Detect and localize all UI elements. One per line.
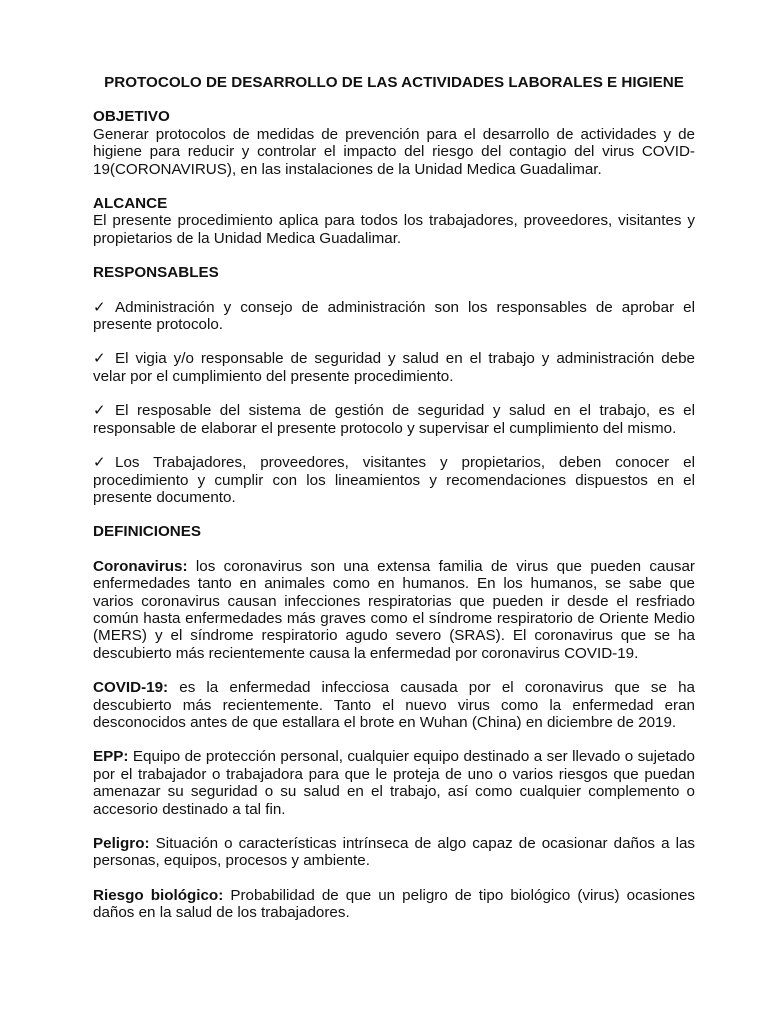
definition-term: Coronavirus: (93, 557, 188, 575)
definition-text: Situación o características intrínseca de algo capaz de ocasionar daños a las personas, equipos, procesos y ambiente. (93, 835, 695, 870)
definition-text: los coronavirus son una extensa familia de virus que pueden causar enfermedades tanto en animales como en humanos. En los humanos, se sabe que varios coronavirus causan infecciones respiratorias que pueden ir desde el resfriado común hasta enfermedades más graves como el síndrome respiratorio de Oriente Medio (MERS) y el síndrome respiratorio agudo severo (SRAS). El coronavirus que se ha descubierto más recientemente causa la enfermedad por coronavirus COVID-19. (93, 557, 695, 662)
responsables-heading: RESPONSABLES (93, 264, 219, 282)
definition-text: Equipo de protección personal, cualquier equipo destinado a ser llevado o sujetado por el trabajador o trabajadora para que le proteja de uno o varios riesgos que puedan amenazar su seguridad o su salud en el trabajo, así como cualquier complemento o accesorio destinado a tal fin. (93, 748, 695, 818)
definiciones-heading: DEFINICIONES (93, 523, 202, 541)
responsable-item (93, 454, 695, 506)
definition-text: es la enfermedad infecciosa causada por el coronavirus que se ha descubierto más recientemente. Tanto el nuevo virus como la enfermedad eran desconocidos antes de que estallara el brote en Wuhan (China) en diciembre de 2019. (93, 679, 695, 731)
checkmark-icon: ✓ (93, 402, 106, 420)
responsable-item-text: El resposable del sistema de gestión de seguridad y salud en el trabajo, es el responsable de elaborar el presente protocolo y supervisar el cumplimiento del mismo. (93, 402, 695, 437)
document-title: PROTOCOLO DE DESARROLLO DE LAS ACTIVIDADES LABORALES E HIGIENE (104, 74, 684, 91)
definition-epp (93, 748, 695, 818)
definition-riesgo-biologico (93, 887, 695, 922)
responsable-item-text: Los Trabajadores, proveedores, visitantes y propietarios, deben conocer el procedimiento y cumplir con los lineamientos y recomendaciones dispuestos en el presente documento. (93, 454, 695, 506)
definition-term: Riesgo biológico: (93, 886, 224, 904)
alcance-text: El presente procedimiento aplica para todos los trabajadores, proveedores, visitantes y propietarios de la Unidad Medica Guadalimar. (93, 212, 695, 247)
definition-term: EPP: (93, 748, 129, 766)
objetivo-heading: OBJETIVO (93, 108, 170, 126)
objetivo-text: Generar protocolos de medidas de prevención para el desarrollo de actividades y de higiene para reducir y controlar el impacto del riesgo del contagio del virus COVID-19(CORONAVIRUS), en las instalaciones de la Unidad Medica Guadalimar. (93, 125, 695, 178)
definition-term: Peligro: (93, 835, 150, 852)
definition-peligro (93, 835, 695, 870)
checkmark-icon: ✓ (93, 298, 106, 316)
responsable-item-text: El vigia y/o responsable de seguridad y salud en el trabajo y administración debe velar por el cumplimiento del presente procedimiento. (93, 350, 695, 385)
checkmark-icon: ✓ (93, 454, 106, 472)
responsable-item (93, 299, 695, 334)
document-page (93, 74, 695, 939)
definition-term: COVID-19: (93, 679, 169, 697)
responsable-item (93, 402, 695, 437)
definition-covid19 (93, 679, 695, 731)
checkmark-icon: ✓ (93, 350, 106, 368)
responsable-item (93, 350, 695, 385)
alcance-heading: ALCANCE (93, 195, 168, 213)
responsable-item-text: Administración y consejo de administración son los responsables de aprobar el presente protocolo. (93, 298, 695, 334)
definition-coronavirus (93, 558, 695, 662)
definition-text: Probabilidad de que un peligro de tipo biológico (virus) ocasiones daños en la salud de los trabajadores. (93, 886, 696, 922)
